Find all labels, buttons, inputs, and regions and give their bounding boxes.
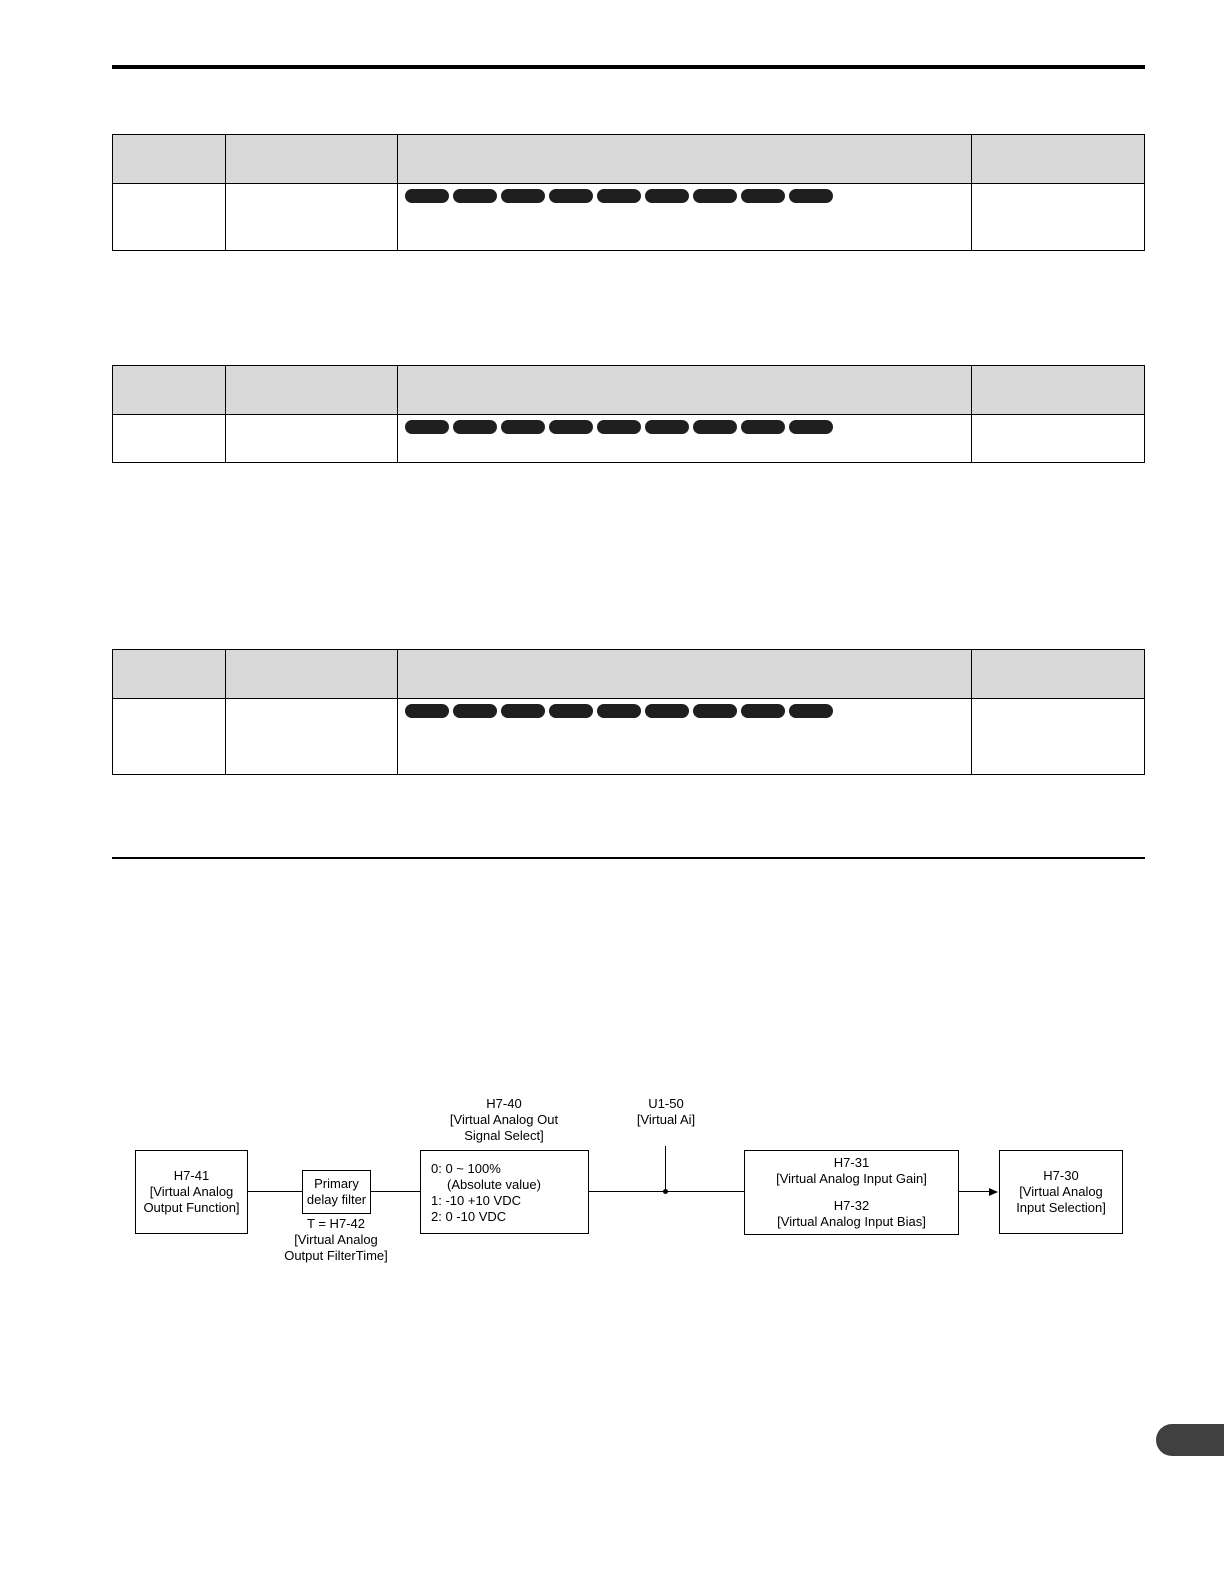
table-row <box>113 699 1145 775</box>
connector-line <box>958 1191 991 1192</box>
table-header-row <box>113 135 1145 184</box>
monitor-label: U1-50 [Virtual Ai] <box>636 1096 696 1127</box>
connector-line <box>247 1191 302 1192</box>
filter-time-label: T = H7-42 [Virtual Analog Output FilterTime] <box>284 1216 388 1263</box>
parameter-table-2 <box>112 365 1145 463</box>
output-function-box: H7-41 [Virtual Analog Output Function] <box>135 1150 248 1234</box>
gain-bias-box: H7-31 [Virtual Analog Input Gain] H7-32 [Virtual Analog Input Bias] <box>744 1150 959 1235</box>
input-selection-box: H7-30 [Virtual Analog Input Selection] <box>999 1150 1123 1234</box>
control-mode-badges <box>398 415 971 434</box>
control-mode-badges <box>398 184 971 203</box>
table-header-row <box>113 366 1145 415</box>
signal-select-options-box: 0: 0 ~ 100% (Absolute value) 1: -10 +10 VDC 2: 0 -10 VDC <box>420 1150 589 1234</box>
arrow-right-icon <box>989 1188 998 1196</box>
parameter-table-3 <box>112 649 1145 775</box>
table-row <box>113 184 1145 251</box>
connector-line <box>370 1191 420 1192</box>
parameter-table-1 <box>112 134 1145 251</box>
chapter-tab <box>1156 1424 1224 1456</box>
signal-select-label: H7-40 [Virtual Analog Out Signal Select] <box>449 1096 559 1143</box>
section-rule <box>112 857 1145 859</box>
primary-delay-filter-box: Primary delay filter <box>302 1170 371 1214</box>
control-mode-badges <box>398 699 971 718</box>
header-rule <box>112 65 1145 69</box>
monitor-tap-line <box>665 1146 666 1192</box>
table-header-row <box>113 650 1145 699</box>
table-row <box>113 415 1145 463</box>
junction-dot <box>663 1189 668 1194</box>
